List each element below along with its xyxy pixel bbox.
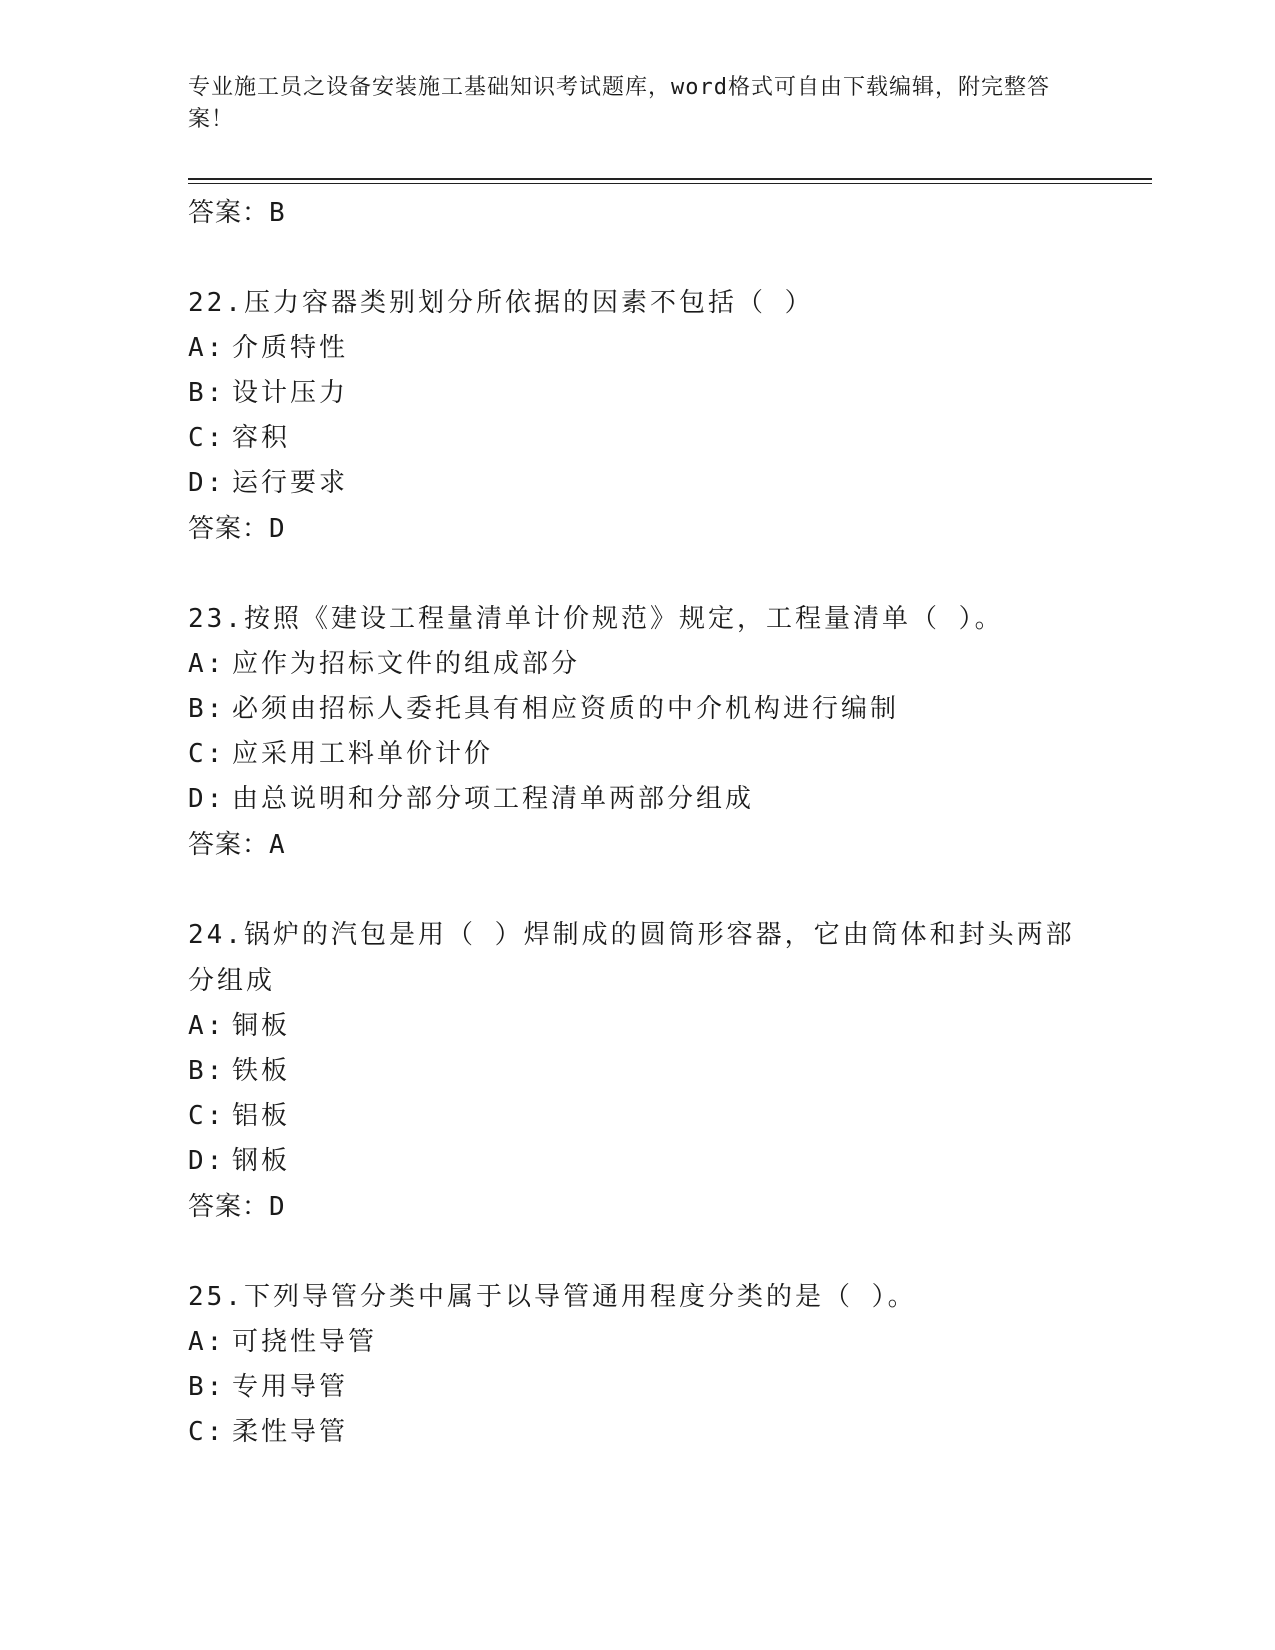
option-row	[188, 1365, 1088, 1410]
option-row	[188, 371, 1088, 416]
header-divider	[188, 178, 1152, 180]
option-row	[188, 687, 1088, 732]
option-text: 介质特性	[232, 333, 349, 363]
option-text: 钢板	[232, 1146, 291, 1176]
option-letter: D:	[188, 1146, 226, 1176]
option-letter: C:	[188, 739, 226, 769]
option-row	[188, 732, 1088, 777]
answer-value: A	[269, 830, 286, 860]
option-text: 由总说明和分部分项工程清单两部分组成	[232, 784, 755, 814]
option-row	[188, 461, 1088, 506]
option-letter: A:	[188, 1327, 226, 1357]
option-letter: B:	[188, 378, 226, 408]
option-text: 应作为招标文件的组成部分	[232, 649, 581, 679]
option-row	[188, 642, 1088, 687]
answer-value: D	[269, 1192, 286, 1222]
answer-value: D	[269, 514, 286, 544]
option-letter: A:	[188, 649, 226, 679]
option-row	[188, 777, 1088, 822]
option-text: 铝板	[232, 1101, 291, 1131]
option-text: 铜板	[232, 1011, 291, 1041]
question-block	[188, 912, 1088, 1230]
option-row	[188, 1320, 1088, 1365]
option-row	[188, 1004, 1088, 1049]
document-header: 专业施工员之设备安装施工基础知识考试题库，word格式可自由下载编辑，附完整答案！	[188, 75, 1050, 132]
answer-label: 答案：	[188, 1192, 270, 1222]
question-stem: 25.下列导管分类中属于以导管通用程度分类的是（ ）。	[188, 1282, 917, 1312]
option-text: 容积	[232, 423, 291, 453]
question-block	[188, 1274, 1088, 1455]
option-letter: C:	[188, 423, 226, 453]
option-row	[188, 1139, 1088, 1184]
option-letter: B:	[188, 1372, 226, 1402]
answer-value: B	[269, 198, 286, 228]
option-text: 可挠性导管	[232, 1327, 378, 1357]
question-stem: 24.锅炉的汽包是用（ ）焊制成的圆筒形容器，它由筒体和封头两部分组成	[188, 920, 1075, 996]
answer-label: 答案：	[188, 830, 270, 860]
option-text: 设计压力	[232, 378, 349, 408]
option-row	[188, 1049, 1088, 1094]
option-text: 专用导管	[232, 1372, 349, 1402]
option-row	[188, 1094, 1088, 1139]
option-letter: B:	[188, 1056, 226, 1086]
option-row	[188, 1410, 1088, 1455]
option-letter: D:	[188, 468, 226, 498]
question-block	[188, 596, 1088, 868]
answer-line	[188, 1184, 1088, 1230]
question-list	[188, 190, 1088, 1455]
option-text: 必须由招标人委托具有相应资质的中介机构进行编制	[232, 694, 900, 724]
answer-line	[188, 506, 1088, 552]
question-block	[188, 280, 1088, 552]
header-divider-thin	[188, 183, 1152, 184]
option-text: 运行要求	[232, 468, 349, 498]
answer-label: 答案：	[188, 514, 270, 544]
answer-label: 答案：	[188, 198, 270, 228]
question-stem: 22.压力容器类别划分所依据的因素不包括（ ）	[188, 288, 814, 318]
option-row	[188, 326, 1088, 371]
option-letter: A:	[188, 333, 226, 363]
option-row	[188, 416, 1088, 461]
option-letter: A:	[188, 1011, 226, 1041]
answer-line	[188, 822, 1088, 868]
option-text: 柔性导管	[232, 1417, 349, 1447]
option-letter: D:	[188, 784, 226, 814]
option-letter: C:	[188, 1101, 226, 1131]
option-text: 应采用工料单价计价	[232, 739, 494, 769]
answer-line	[188, 190, 1088, 236]
option-text: 铁板	[232, 1056, 291, 1086]
option-letter: B:	[188, 694, 226, 724]
question-stem: 23.按照《建设工程量清单计价规范》规定，工程量清单（ ）。	[188, 604, 1004, 634]
option-letter: C:	[188, 1417, 226, 1447]
